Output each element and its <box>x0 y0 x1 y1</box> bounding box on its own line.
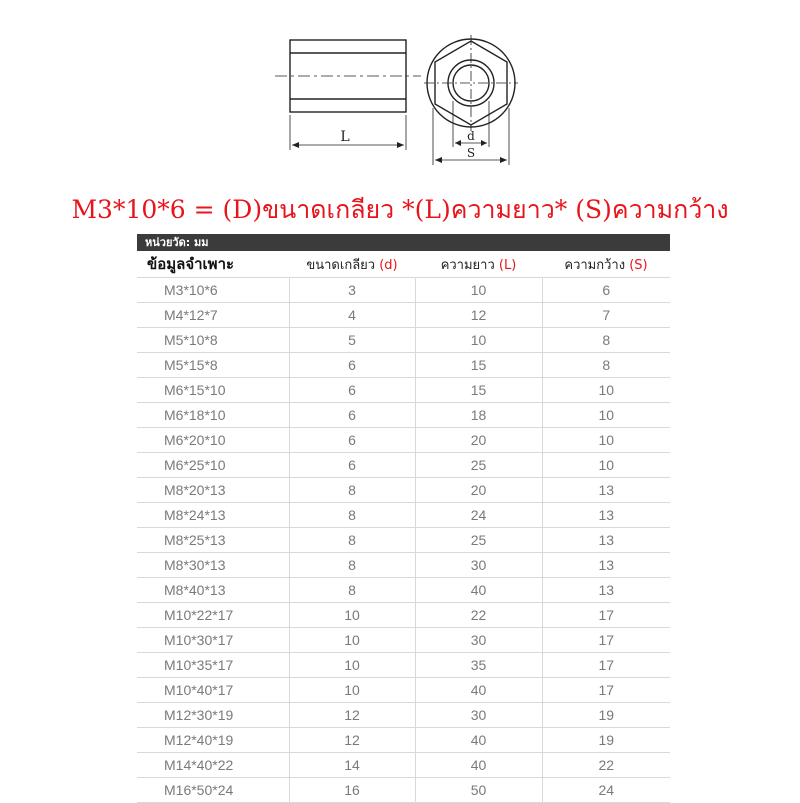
table-cell: 8 <box>289 553 415 578</box>
table-cell: 15 <box>415 378 542 403</box>
table-cell: M6*25*10 <box>137 453 289 478</box>
table-row <box>137 553 670 578</box>
table-cell: 7 <box>542 303 670 328</box>
table-cell: 4 <box>289 303 415 328</box>
table-cell: M8*20*13 <box>137 478 289 503</box>
table-cell: 16 <box>289 778 415 803</box>
table-cell: 17 <box>542 653 670 678</box>
table-cell: 40 <box>415 678 542 703</box>
column-header <box>415 251 542 278</box>
table-cell: 10 <box>542 378 670 403</box>
table-cell: 25 <box>415 453 542 478</box>
table-cell: 24 <box>415 503 542 528</box>
table-cell: 17 <box>542 603 670 628</box>
table-cell: M16*50*24 <box>137 778 289 803</box>
table-cell: M6*18*10 <box>137 403 289 428</box>
table-cell: 8 <box>289 503 415 528</box>
table-cell: 13 <box>542 478 670 503</box>
table-cell: M4*12*7 <box>137 303 289 328</box>
table-cell: 6 <box>289 453 415 478</box>
table-cell: 14 <box>289 753 415 778</box>
width-label: S <box>466 146 476 160</box>
table-cell: M8*24*13 <box>137 503 289 528</box>
table-cell: 5 <box>289 328 415 353</box>
table-cell: 30 <box>415 628 542 653</box>
table-cell: 8 <box>542 328 670 353</box>
spec-table <box>137 234 670 803</box>
table-cell: 3 <box>289 278 415 303</box>
table-cell: 6 <box>289 353 415 378</box>
column-header-label: ข้อมูลจำเพาะ <box>147 255 235 273</box>
table-cell: 12 <box>289 728 415 753</box>
table-cell: 13 <box>542 553 670 578</box>
table-cell: 12 <box>289 703 415 728</box>
table-cell: 50 <box>415 778 542 803</box>
table-cell: M3*10*6 <box>137 278 289 303</box>
table-row <box>137 628 670 653</box>
table-cell: 13 <box>542 578 670 603</box>
table-cell: M8*30*13 <box>137 553 289 578</box>
table-cell: M8*40*13 <box>137 578 289 603</box>
table-cell: M6*20*10 <box>137 428 289 453</box>
table-cell: M8*25*13 <box>137 528 289 553</box>
table-cell: M5*10*8 <box>137 328 289 353</box>
length-label: L <box>340 129 350 145</box>
table-cell: M10*30*17 <box>137 628 289 653</box>
table-cell: 8 <box>289 528 415 553</box>
table-cell: M10*40*17 <box>137 678 289 703</box>
table-cell: 10 <box>415 328 542 353</box>
table-cell: 22 <box>542 753 670 778</box>
column-header <box>289 251 415 278</box>
table-row <box>137 728 670 753</box>
table-cell: M6*15*10 <box>137 378 289 403</box>
table-cell: 24 <box>542 778 670 803</box>
table-cell: 10 <box>542 453 670 478</box>
table-cell: 10 <box>289 628 415 653</box>
column-header-symbol: (d) <box>379 257 398 273</box>
table-cell: M12*40*19 <box>137 728 289 753</box>
table-row <box>137 428 670 453</box>
table-cell: 8 <box>542 353 670 378</box>
table-cell: 15 <box>415 353 542 378</box>
thread-label: d <box>467 129 475 143</box>
table-cell: 8 <box>289 578 415 603</box>
table-row <box>137 478 670 503</box>
table-row <box>137 653 670 678</box>
table-cell: 19 <box>542 703 670 728</box>
table-cell: 22 <box>415 603 542 628</box>
table-row <box>137 278 670 303</box>
table-cell: 40 <box>415 753 542 778</box>
table-cell: M12*30*19 <box>137 703 289 728</box>
table-row <box>137 378 670 403</box>
column-header-label: ความกว้าง <box>564 257 626 273</box>
table-cell: 6 <box>289 428 415 453</box>
table-row <box>137 353 670 378</box>
table-cell: 10 <box>542 403 670 428</box>
nut-drawings <box>0 0 800 185</box>
table-cell: 10 <box>289 678 415 703</box>
table-cell: 10 <box>289 653 415 678</box>
table-row <box>137 328 670 353</box>
table-cell: M14*40*22 <box>137 753 289 778</box>
table-row <box>137 403 670 428</box>
table-cell: 30 <box>415 553 542 578</box>
table-cell: 19 <box>542 728 670 753</box>
column-header-label: ความยาว <box>440 257 495 273</box>
column-header <box>542 251 670 278</box>
spec-table-body <box>137 278 670 803</box>
table-cell: 13 <box>542 528 670 553</box>
table-row <box>137 453 670 478</box>
table-cell: 18 <box>415 403 542 428</box>
table-row <box>137 578 670 603</box>
column-header <box>137 251 289 278</box>
table-row <box>137 703 670 728</box>
table-cell: 6 <box>289 378 415 403</box>
table-row <box>137 603 670 628</box>
dimension-diagrams <box>0 0 800 185</box>
table-cell: 40 <box>415 578 542 603</box>
table-row <box>137 503 670 528</box>
table-cell: 20 <box>415 478 542 503</box>
table-row <box>137 528 670 553</box>
table-cell: 40 <box>415 728 542 753</box>
table-cell: M10*35*17 <box>137 653 289 678</box>
table-row <box>137 753 670 778</box>
table-cell: 12 <box>415 303 542 328</box>
table-cell: 30 <box>415 703 542 728</box>
spec-headline: M3*10*6 = (D)ขนาดเกลียว *(L)ความยาว* (S)ความกว้าง <box>71 195 729 224</box>
table-cell: M10*22*17 <box>137 603 289 628</box>
table-cell: 6 <box>542 278 670 303</box>
table-cell: 10 <box>415 278 542 303</box>
table-cell: M5*15*8 <box>137 353 289 378</box>
table-cell: 17 <box>542 628 670 653</box>
table-cell: 13 <box>542 503 670 528</box>
table-cell: 8 <box>289 478 415 503</box>
table-cell: 25 <box>415 528 542 553</box>
table-cell: 20 <box>415 428 542 453</box>
table-row <box>137 678 670 703</box>
table-cell: 6 <box>289 403 415 428</box>
column-header-symbol: (L) <box>498 257 517 273</box>
table-cell: 17 <box>542 678 670 703</box>
column-header-label: ขนาดเกลียว <box>306 257 376 273</box>
table-cell: 10 <box>289 603 415 628</box>
column-header-symbol: (S) <box>629 257 648 273</box>
table-row <box>137 778 670 803</box>
table-cell: 10 <box>542 428 670 453</box>
unit-label: หน่วยวัด: มม <box>137 234 670 251</box>
table-row <box>137 303 670 328</box>
table-cell: 35 <box>415 653 542 678</box>
